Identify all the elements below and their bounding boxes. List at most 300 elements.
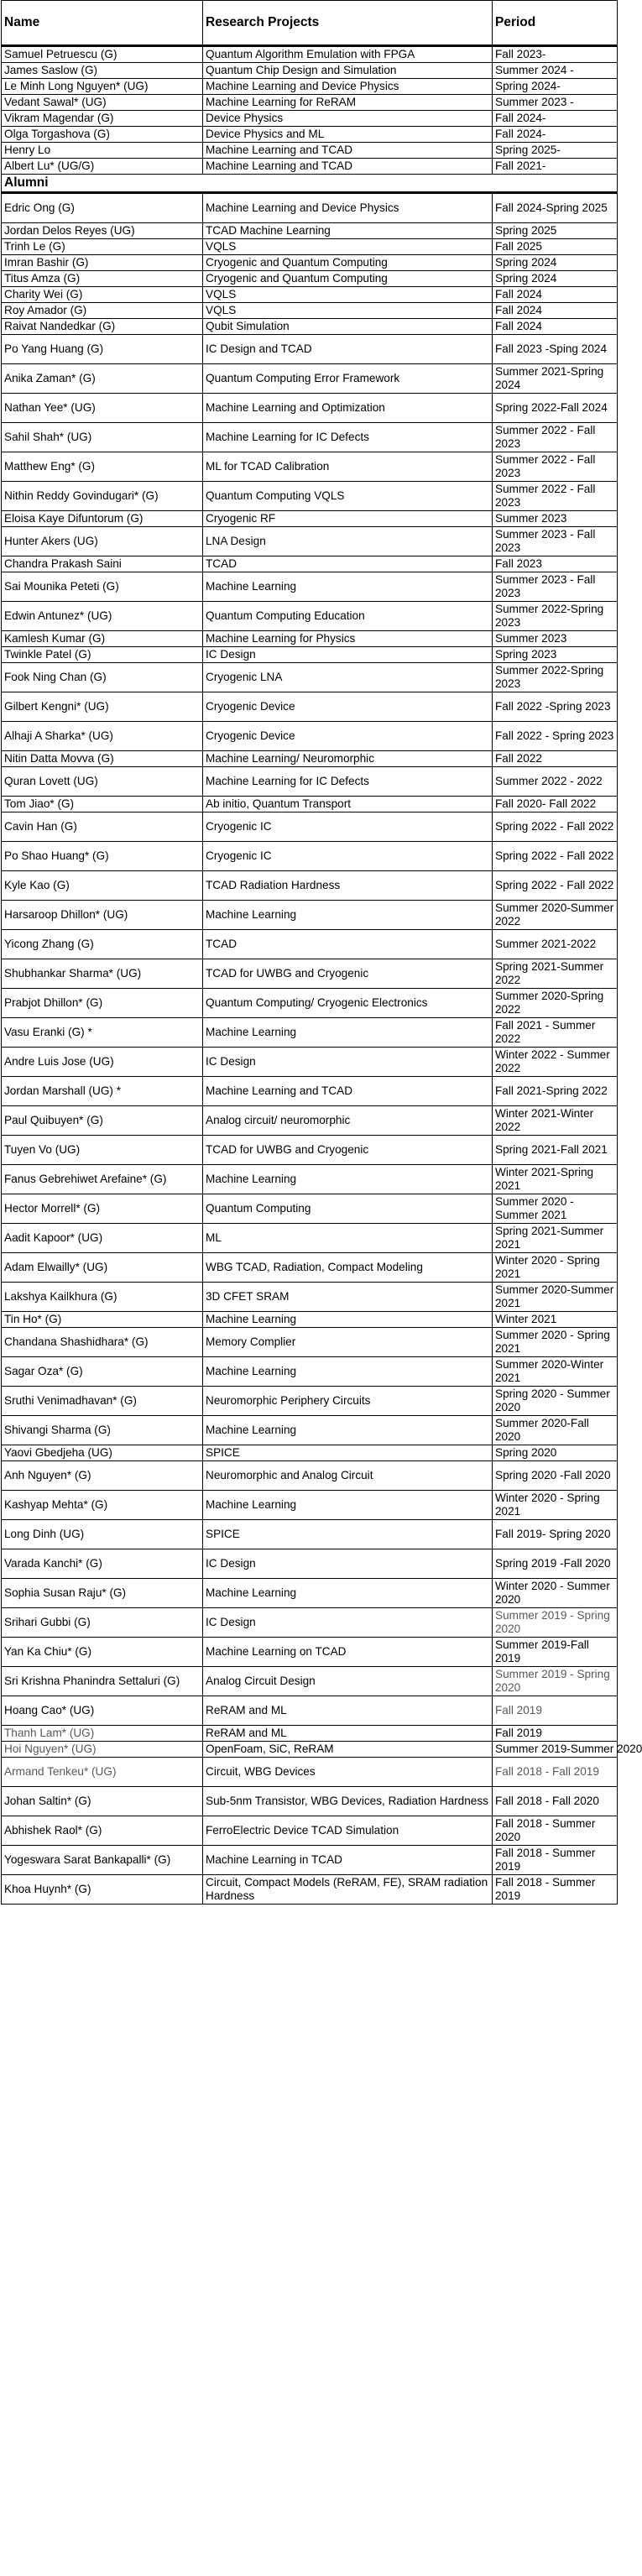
- alumni-row: [2, 1461, 618, 1491]
- current-member-row: [2, 95, 618, 111]
- cell-project: Machine Learning and TCAD: [203, 159, 493, 175]
- cell-project: TCAD Machine Learning: [203, 223, 493, 239]
- cell-name: Andre Luis Jose (UG): [2, 1048, 203, 1077]
- alumni-row: [2, 989, 618, 1018]
- cell-project: Circuit, WBG Devices: [203, 1758, 493, 1787]
- cell-period: Spring 2019 -Fall 2020: [493, 1549, 618, 1579]
- alumni-row: [2, 1726, 618, 1742]
- cell-name: Vikram Magendar (G): [2, 111, 203, 127]
- alumni-row: [2, 1875, 618, 1905]
- cell-period: Summer 2023 - Fall 2023: [493, 572, 618, 602]
- cell-period: Fall 2018 - Summer 2020: [493, 1816, 618, 1846]
- cell-project: Cryogenic Device: [203, 692, 493, 722]
- cell-name: Lakshya Kailkhura (G): [2, 1283, 203, 1312]
- cell-name: Albert Lu* (UG/G): [2, 159, 203, 175]
- alumni-row: [2, 767, 618, 797]
- cell-name: Yaovi Gbedjeha (UG): [2, 1445, 203, 1461]
- alumni-row: [2, 663, 618, 692]
- cell-period: Spring 2022 - Fall 2022: [493, 871, 618, 901]
- cell-name: Fanus Gebrehiwet Arefaine* (G): [2, 1165, 203, 1194]
- alumni-row: [2, 239, 618, 255]
- cell-name: Imran Bashir (G): [2, 255, 203, 271]
- cell-period: Fall 2022 - Spring 2023: [493, 722, 618, 751]
- alumni-row: [2, 1742, 618, 1758]
- cell-period: Summer 2020-Winter 2021: [493, 1357, 618, 1387]
- alumni-row: [2, 556, 618, 572]
- cell-period: Spring 2025-: [493, 143, 618, 159]
- cell-project: Machine Learning for ReRAM: [203, 95, 493, 111]
- cell-period: Summer 2020 - Summer 2021: [493, 1194, 618, 1224]
- alumni-row: [2, 1253, 618, 1283]
- cell-period: Fall 2019: [493, 1726, 618, 1742]
- cell-name: Shubhankar Sharma* (UG): [2, 959, 203, 989]
- cell-period: Spring 2024: [493, 255, 618, 271]
- cell-name: Johan Saltin* (G): [2, 1787, 203, 1816]
- cell-name: Thanh Lam* (UG): [2, 1726, 203, 1742]
- people-table: [1, 0, 642, 1905]
- cell-name: Twinkle Patel (G): [2, 647, 203, 663]
- cell-name: Henry Lo: [2, 143, 203, 159]
- cell-project: Sub-5nm Transistor, WBG Devices, Radiation Hardness: [203, 1787, 493, 1816]
- cell-name: Sri Krishna Phanindra Settaluri (G): [2, 1667, 203, 1696]
- cell-name: Shivangi Sharma (G): [2, 1416, 203, 1445]
- cell-project: ReRAM and ML: [203, 1726, 493, 1742]
- cell-name: Fook Ning Chan (G): [2, 663, 203, 692]
- cell-project: Machine Learning and Device Physics: [203, 79, 493, 95]
- alumni-row: [2, 223, 618, 239]
- cell-project: WBG TCAD, Radiation, Compact Modeling: [203, 1253, 493, 1283]
- cell-project: Quantum Computing VQLS: [203, 482, 493, 511]
- cell-project: Machine Learning and TCAD: [203, 1077, 493, 1106]
- cell-project: OpenFoam, SiC, ReRAM: [203, 1742, 493, 1758]
- cell-project: IC Design and TCAD: [203, 335, 493, 364]
- cell-period: Fall 2018 - Summer 2019: [493, 1846, 618, 1875]
- cell-period: Fall 2019- Spring 2020: [493, 1520, 618, 1549]
- cell-project: Cryogenic LNA: [203, 663, 493, 692]
- cell-project: Machine Learning: [203, 901, 493, 930]
- alumni-row: [2, 1194, 618, 1224]
- cell-project: SPICE: [203, 1520, 493, 1549]
- cell-name: Po Shao Huang* (G): [2, 842, 203, 871]
- cell-name: Nithin Reddy Govindugari* (G): [2, 482, 203, 511]
- cell-period: Fall 2024: [493, 319, 618, 335]
- current-member-row: [2, 63, 618, 79]
- cell-name: Tin Ho* (G): [2, 1312, 203, 1328]
- cell-name: Quran Lovett (UG): [2, 767, 203, 797]
- cell-project: Cryogenic Device: [203, 722, 493, 751]
- cell-name: Kamlesh Kumar (G): [2, 631, 203, 647]
- alumni-row: [2, 511, 618, 527]
- cell-project: Cryogenic RF: [203, 511, 493, 527]
- alumni-row: [2, 1445, 618, 1461]
- cell-name: Roy Amador (G): [2, 303, 203, 319]
- current-member-row: [2, 46, 618, 63]
- cell-project: Memory Complier: [203, 1328, 493, 1357]
- cell-name: Jordan Marshall (UG) *: [2, 1077, 203, 1106]
- alumni-row: [2, 631, 618, 647]
- alumni-row: [2, 271, 618, 287]
- cell-name: Trinh Le (G): [2, 239, 203, 255]
- cell-period: Spring 2022-Fall 2024: [493, 394, 618, 423]
- cell-project: Machine Learning: [203, 1579, 493, 1608]
- cell-project: Machine Learning and Device Physics: [203, 193, 493, 223]
- cell-name: Srihari Gubbi (G): [2, 1608, 203, 1638]
- cell-name: Charity Wei (G): [2, 287, 203, 303]
- cell-project: Quantum Algorithm Emulation with FPGA: [203, 46, 493, 63]
- cell-name: Yan Ka Chiu* (G): [2, 1638, 203, 1667]
- alumni-row: [2, 1328, 618, 1357]
- people-sheet: [1, 0, 642, 1905]
- cell-name: Sruthi Venimadhavan* (G): [2, 1387, 203, 1416]
- cell-project: TCAD: [203, 556, 493, 572]
- cell-project: Machine Learning for IC Defects: [203, 423, 493, 452]
- cell-period: Spring 2021-Summer 2021: [493, 1224, 618, 1253]
- cell-project: Machine Learning: [203, 1165, 493, 1194]
- cell-name: Gilbert Kengni* (UG): [2, 692, 203, 722]
- alumni-row: [2, 1608, 618, 1638]
- cell-period: Spring 2022 - Fall 2022: [493, 842, 618, 871]
- cell-project: Ab initio, Quantum Transport: [203, 797, 493, 813]
- cell-name: Alhaji A Sharka* (UG): [2, 722, 203, 751]
- column-header-name: Name: [2, 1, 203, 46]
- alumni-row: [2, 1416, 618, 1445]
- cell-project: Quantum Chip Design and Simulation: [203, 63, 493, 79]
- cell-period: Summer 2022-Spring 2023: [493, 602, 618, 631]
- cell-period: Spring 2020 - Summer 2020: [493, 1387, 618, 1416]
- cell-project: Analog circuit/ neuromorphic: [203, 1106, 493, 1136]
- cell-project: VQLS: [203, 239, 493, 255]
- cell-period: Fall 2019: [493, 1696, 618, 1726]
- cell-name: Nathan Yee* (UG): [2, 394, 203, 423]
- cell-period: Spring 2020: [493, 1445, 618, 1461]
- alumni-row: [2, 1758, 618, 1787]
- cell-period: Winter 2021-Spring 2021: [493, 1165, 618, 1194]
- cell-name: Kashyap Mehta* (G): [2, 1491, 203, 1520]
- alumni-row: [2, 1387, 618, 1416]
- cell-project: VQLS: [203, 287, 493, 303]
- cell-name: Kyle Kao (G): [2, 871, 203, 901]
- cell-project: Cryogenic IC: [203, 842, 493, 871]
- alumni-row: [2, 959, 618, 989]
- alumni-row: [2, 930, 618, 959]
- cell-period: Fall 2021-Spring 2022: [493, 1077, 618, 1106]
- cell-project: FerroElectric Device TCAD Simulation: [203, 1816, 493, 1846]
- current-member-row: [2, 111, 618, 127]
- cell-project: Machine Learning and Optimization: [203, 394, 493, 423]
- cell-project: IC Design: [203, 1608, 493, 1638]
- cell-period: Fall 2022: [493, 751, 618, 767]
- cell-project: 3D CFET SRAM: [203, 1283, 493, 1312]
- alumni-row: [2, 1165, 618, 1194]
- cell-period: Winter 2022 - Summer 2022: [493, 1048, 618, 1077]
- cell-period: Spring 2023: [493, 647, 618, 663]
- cell-period: Fall 2023 -Sping 2024: [493, 335, 618, 364]
- cell-period: Winter 2020 - Spring 2021: [493, 1253, 618, 1283]
- cell-project: Cryogenic IC: [203, 813, 493, 842]
- cell-period: Summer 2023 -: [493, 95, 618, 111]
- cell-project: Machine Learning: [203, 1312, 493, 1328]
- cell-project: Quantum Computing: [203, 1194, 493, 1224]
- cell-project: Machine Learning for IC Defects: [203, 767, 493, 797]
- alumni-row: [2, 692, 618, 722]
- cell-name: Matthew Eng* (G): [2, 452, 203, 482]
- cell-name: Varada Kanchi* (G): [2, 1549, 203, 1579]
- cell-name: Sagar Oza* (G): [2, 1357, 203, 1387]
- cell-project: Machine Learning: [203, 1357, 493, 1387]
- cell-period: Fall 2021-: [493, 159, 618, 175]
- cell-project: Machine Learning/ Neuromorphic: [203, 751, 493, 767]
- cell-project: Circuit, Compact Models (ReRAM, FE), SRAM radiation Hardness: [203, 1875, 493, 1905]
- cell-project: Quantum Computing/ Cryogenic Electronics: [203, 989, 493, 1018]
- cell-name: Le Minh Long Nguyen* (UG): [2, 79, 203, 95]
- cell-name: Tom Jiao* (G): [2, 797, 203, 813]
- current-member-row: [2, 159, 618, 175]
- alumni-row: [2, 482, 618, 511]
- alumni-row: [2, 813, 618, 842]
- cell-period: Winter 2020 - Spring 2021: [493, 1491, 618, 1520]
- cell-name: Abhishek Raol* (G): [2, 1816, 203, 1846]
- cell-project: VQLS: [203, 303, 493, 319]
- cell-name: Adam Elwailly* (UG): [2, 1253, 203, 1283]
- alumni-row: [2, 364, 618, 394]
- cell-name: Eloisa Kaye Difuntorum (G): [2, 511, 203, 527]
- cell-name: Vedant Sawal* (UG): [2, 95, 203, 111]
- cell-name: Titus Amza (G): [2, 271, 203, 287]
- column-header-projects: Research Projects: [203, 1, 493, 46]
- alumni-row: [2, 1106, 618, 1136]
- cell-name: Vasu Eranki (G) *: [2, 1018, 203, 1048]
- alumni-row: [2, 1312, 618, 1328]
- cell-name: Anika Zaman* (G): [2, 364, 203, 394]
- cell-project: Machine Learning: [203, 1491, 493, 1520]
- cell-name: Chandra Prakash Saini: [2, 556, 203, 572]
- cell-period: Summer 2022 - 2022: [493, 767, 618, 797]
- cell-name: Yicong Zhang (G): [2, 930, 203, 959]
- cell-period: Fall 2021 - Summer 2022: [493, 1018, 618, 1048]
- cell-period: Fall 2024-: [493, 111, 618, 127]
- cell-period: Summer 2019-Fall 2019: [493, 1638, 618, 1667]
- cell-project: Analog Circuit Design: [203, 1667, 493, 1696]
- cell-project: Quantum Computing Education: [203, 602, 493, 631]
- cell-period: Summer 2023: [493, 631, 618, 647]
- cell-period: Spring 2024-: [493, 79, 618, 95]
- cell-period: Summer 2019-Summer 2020: [493, 1742, 618, 1758]
- alumni-row: [2, 1579, 618, 1608]
- alumni-row: [2, 1696, 618, 1726]
- current-member-row: [2, 143, 618, 159]
- alumni-row: [2, 647, 618, 663]
- alumni-heading: Alumni: [2, 175, 618, 193]
- alumni-row: [2, 1787, 618, 1816]
- alumni-row: [2, 193, 618, 223]
- cell-project: Machine Learning on TCAD: [203, 1638, 493, 1667]
- cell-name: Long Dinh (UG): [2, 1520, 203, 1549]
- cell-name: Chandana Shashidhara* (G): [2, 1328, 203, 1357]
- cell-period: Fall 2018 - Fall 2020: [493, 1787, 618, 1816]
- alumni-row: [2, 901, 618, 930]
- cell-period: Summer 2023 - Fall 2023: [493, 527, 618, 556]
- alumni-row: [2, 394, 618, 423]
- cell-name: Sai Mounika Peteti (G): [2, 572, 203, 602]
- alumni-row: [2, 1357, 618, 1387]
- cell-project: LNA Design: [203, 527, 493, 556]
- cell-period: Summer 2022 - Fall 2023: [493, 452, 618, 482]
- alumni-row: [2, 602, 618, 631]
- cell-period: Summer 2022-Spring 2023: [493, 663, 618, 692]
- cell-project: IC Design: [203, 647, 493, 663]
- cell-project: TCAD: [203, 930, 493, 959]
- alumni-row: [2, 1283, 618, 1312]
- alumni-row: [2, 1816, 618, 1846]
- cell-period: Fall 2024-: [493, 127, 618, 143]
- cell-project: Machine Learning and TCAD: [203, 143, 493, 159]
- cell-name: Anh Nguyen* (G): [2, 1461, 203, 1491]
- cell-name: Armand Tenkeu* (UG): [2, 1758, 203, 1787]
- cell-period: Summer 2020-Summer 2022: [493, 901, 618, 930]
- cell-period: Spring 2020 -Fall 2020: [493, 1461, 618, 1491]
- cell-name: Aadit Kapoor* (UG): [2, 1224, 203, 1253]
- cell-project: Cryogenic and Quantum Computing: [203, 271, 493, 287]
- cell-name: Cavin Han (G): [2, 813, 203, 842]
- cell-period: Fall 2023-: [493, 46, 618, 63]
- cell-name: Hoi Nguyen* (UG): [2, 1742, 203, 1758]
- cell-name: Raivat Nandedkar (G): [2, 319, 203, 335]
- alumni-row: [2, 1048, 618, 1077]
- alumni-row: [2, 287, 618, 303]
- alumni-row: [2, 423, 618, 452]
- cell-period: Summer 2020-Summer 2021: [493, 1283, 618, 1312]
- cell-project: ReRAM and ML: [203, 1696, 493, 1726]
- cell-project: Machine Learning for Physics: [203, 631, 493, 647]
- cell-name: Hector Morrell* (G): [2, 1194, 203, 1224]
- cell-project: ML: [203, 1224, 493, 1253]
- cell-name: James Saslow (G): [2, 63, 203, 79]
- alumni-row: [2, 1549, 618, 1579]
- alumni-row: [2, 1136, 618, 1165]
- alumni-row: [2, 1077, 618, 1106]
- cell-period: Winter 2021: [493, 1312, 618, 1328]
- cell-name: Edric Ong (G): [2, 193, 203, 223]
- alumni-row: [2, 303, 618, 319]
- cell-project: Device Physics and ML: [203, 127, 493, 143]
- cell-name: Olga Torgashova (G): [2, 127, 203, 143]
- cell-period: Spring 2022 - Fall 2022: [493, 813, 618, 842]
- cell-period: Spring 2024: [493, 271, 618, 287]
- alumni-row: [2, 527, 618, 556]
- cell-project: Qubit Simulation: [203, 319, 493, 335]
- cell-project: Device Physics: [203, 111, 493, 127]
- cell-period: Fall 2022 -Spring 2023: [493, 692, 618, 722]
- cell-period: Summer 2024 -: [493, 63, 618, 79]
- cell-name: Samuel Petruescu (G): [2, 46, 203, 63]
- cell-period: Summer 2019 - Spring 2020: [493, 1608, 618, 1638]
- alumni-members: [2, 193, 642, 1905]
- cell-project: SPICE: [203, 1445, 493, 1461]
- current-member-row: [2, 127, 618, 143]
- cell-name: Hoang Cao* (UG): [2, 1696, 203, 1726]
- cell-name: Edwin Antunez* (UG): [2, 602, 203, 631]
- cell-name: Po Yang Huang (G): [2, 335, 203, 364]
- cell-name: Jordan Delos Reyes (UG): [2, 223, 203, 239]
- cell-project: ML for TCAD Calibration: [203, 452, 493, 482]
- alumni-row: [2, 797, 618, 813]
- cell-period: Fall 2023: [493, 556, 618, 572]
- cell-project: Machine Learning: [203, 1018, 493, 1048]
- cell-period: Spring 2025: [493, 223, 618, 239]
- alumni-row: [2, 1520, 618, 1549]
- alumni-section: [2, 175, 618, 193]
- cell-project: Machine Learning: [203, 572, 493, 602]
- cell-period: Summer 2023: [493, 511, 618, 527]
- alumni-row: [2, 1224, 618, 1253]
- alumni-row: [2, 1491, 618, 1520]
- cell-name: Nitin Datta Movva (G): [2, 751, 203, 767]
- cell-name: Prabjot Dhillon* (G): [2, 989, 203, 1018]
- cell-period: Winter 2021-Winter 2022: [493, 1106, 618, 1136]
- column-header-period: Period: [493, 1, 618, 46]
- current-members: [2, 46, 618, 175]
- alumni-row: [2, 842, 618, 871]
- alumni-row: [2, 1846, 618, 1875]
- cell-name: Khoa Huynh* (G): [2, 1875, 203, 1905]
- alumni-row: [2, 255, 618, 271]
- cell-period: Summer 2020 - Spring 2021: [493, 1328, 618, 1357]
- cell-period: Fall 2024: [493, 303, 618, 319]
- cell-period: Summer 2021-Spring 2024: [493, 364, 618, 394]
- cell-project: TCAD Radiation Hardness: [203, 871, 493, 901]
- alumni-row: [2, 871, 618, 901]
- cell-period: Fall 2018 - Fall 2019: [493, 1758, 618, 1787]
- alumni-header-row: [2, 175, 618, 193]
- cell-project: IC Design: [203, 1048, 493, 1077]
- cell-period: Summer 2020-Fall 2020: [493, 1416, 618, 1445]
- header-row: [2, 1, 618, 46]
- cell-period: Summer 2019 - Spring 2020: [493, 1667, 618, 1696]
- cell-name: Tuyen Vo (UG): [2, 1136, 203, 1165]
- alumni-row: [2, 1667, 618, 1696]
- cell-project: Machine Learning in TCAD: [203, 1846, 493, 1875]
- alumni-row: [2, 722, 618, 751]
- cell-period: Summer 2022 - Fall 2023: [493, 482, 618, 511]
- cell-period: Fall 2020- Fall 2022: [493, 797, 618, 813]
- alumni-row: [2, 572, 618, 602]
- cell-name: Sahil Shah* (UG): [2, 423, 203, 452]
- cell-period: Fall 2024-Spring 2025: [493, 193, 618, 223]
- alumni-row: [2, 319, 618, 335]
- cell-name: Paul Quibuyen* (G): [2, 1106, 203, 1136]
- alumni-row: [2, 1638, 618, 1667]
- alumni-row: [2, 452, 618, 482]
- cell-period: Fall 2024: [493, 287, 618, 303]
- cell-period: Winter 2020 - Summer 2020: [493, 1579, 618, 1608]
- cell-name: Harsaroop Dhillon* (UG): [2, 901, 203, 930]
- cell-name: Hunter Akers (UG): [2, 527, 203, 556]
- cell-period: Fall 2025: [493, 239, 618, 255]
- cell-project: Machine Learning: [203, 1416, 493, 1445]
- alumni-row: [2, 751, 618, 767]
- cell-project: Quantum Computing Error Framework: [203, 364, 493, 394]
- cell-name: Yogeswara Sarat Bankapalli* (G): [2, 1846, 203, 1875]
- alumni-row: [2, 335, 618, 364]
- cell-period: Summer 2020-Spring 2022: [493, 989, 618, 1018]
- cell-project: TCAD for UWBG and Cryogenic: [203, 1136, 493, 1165]
- current-member-row: [2, 79, 618, 95]
- cell-project: Neuromorphic and Analog Circuit: [203, 1461, 493, 1491]
- alumni-row: [2, 1018, 618, 1048]
- cell-project: Cryogenic and Quantum Computing: [203, 255, 493, 271]
- cell-project: IC Design: [203, 1549, 493, 1579]
- cell-project: TCAD for UWBG and Cryogenic: [203, 959, 493, 989]
